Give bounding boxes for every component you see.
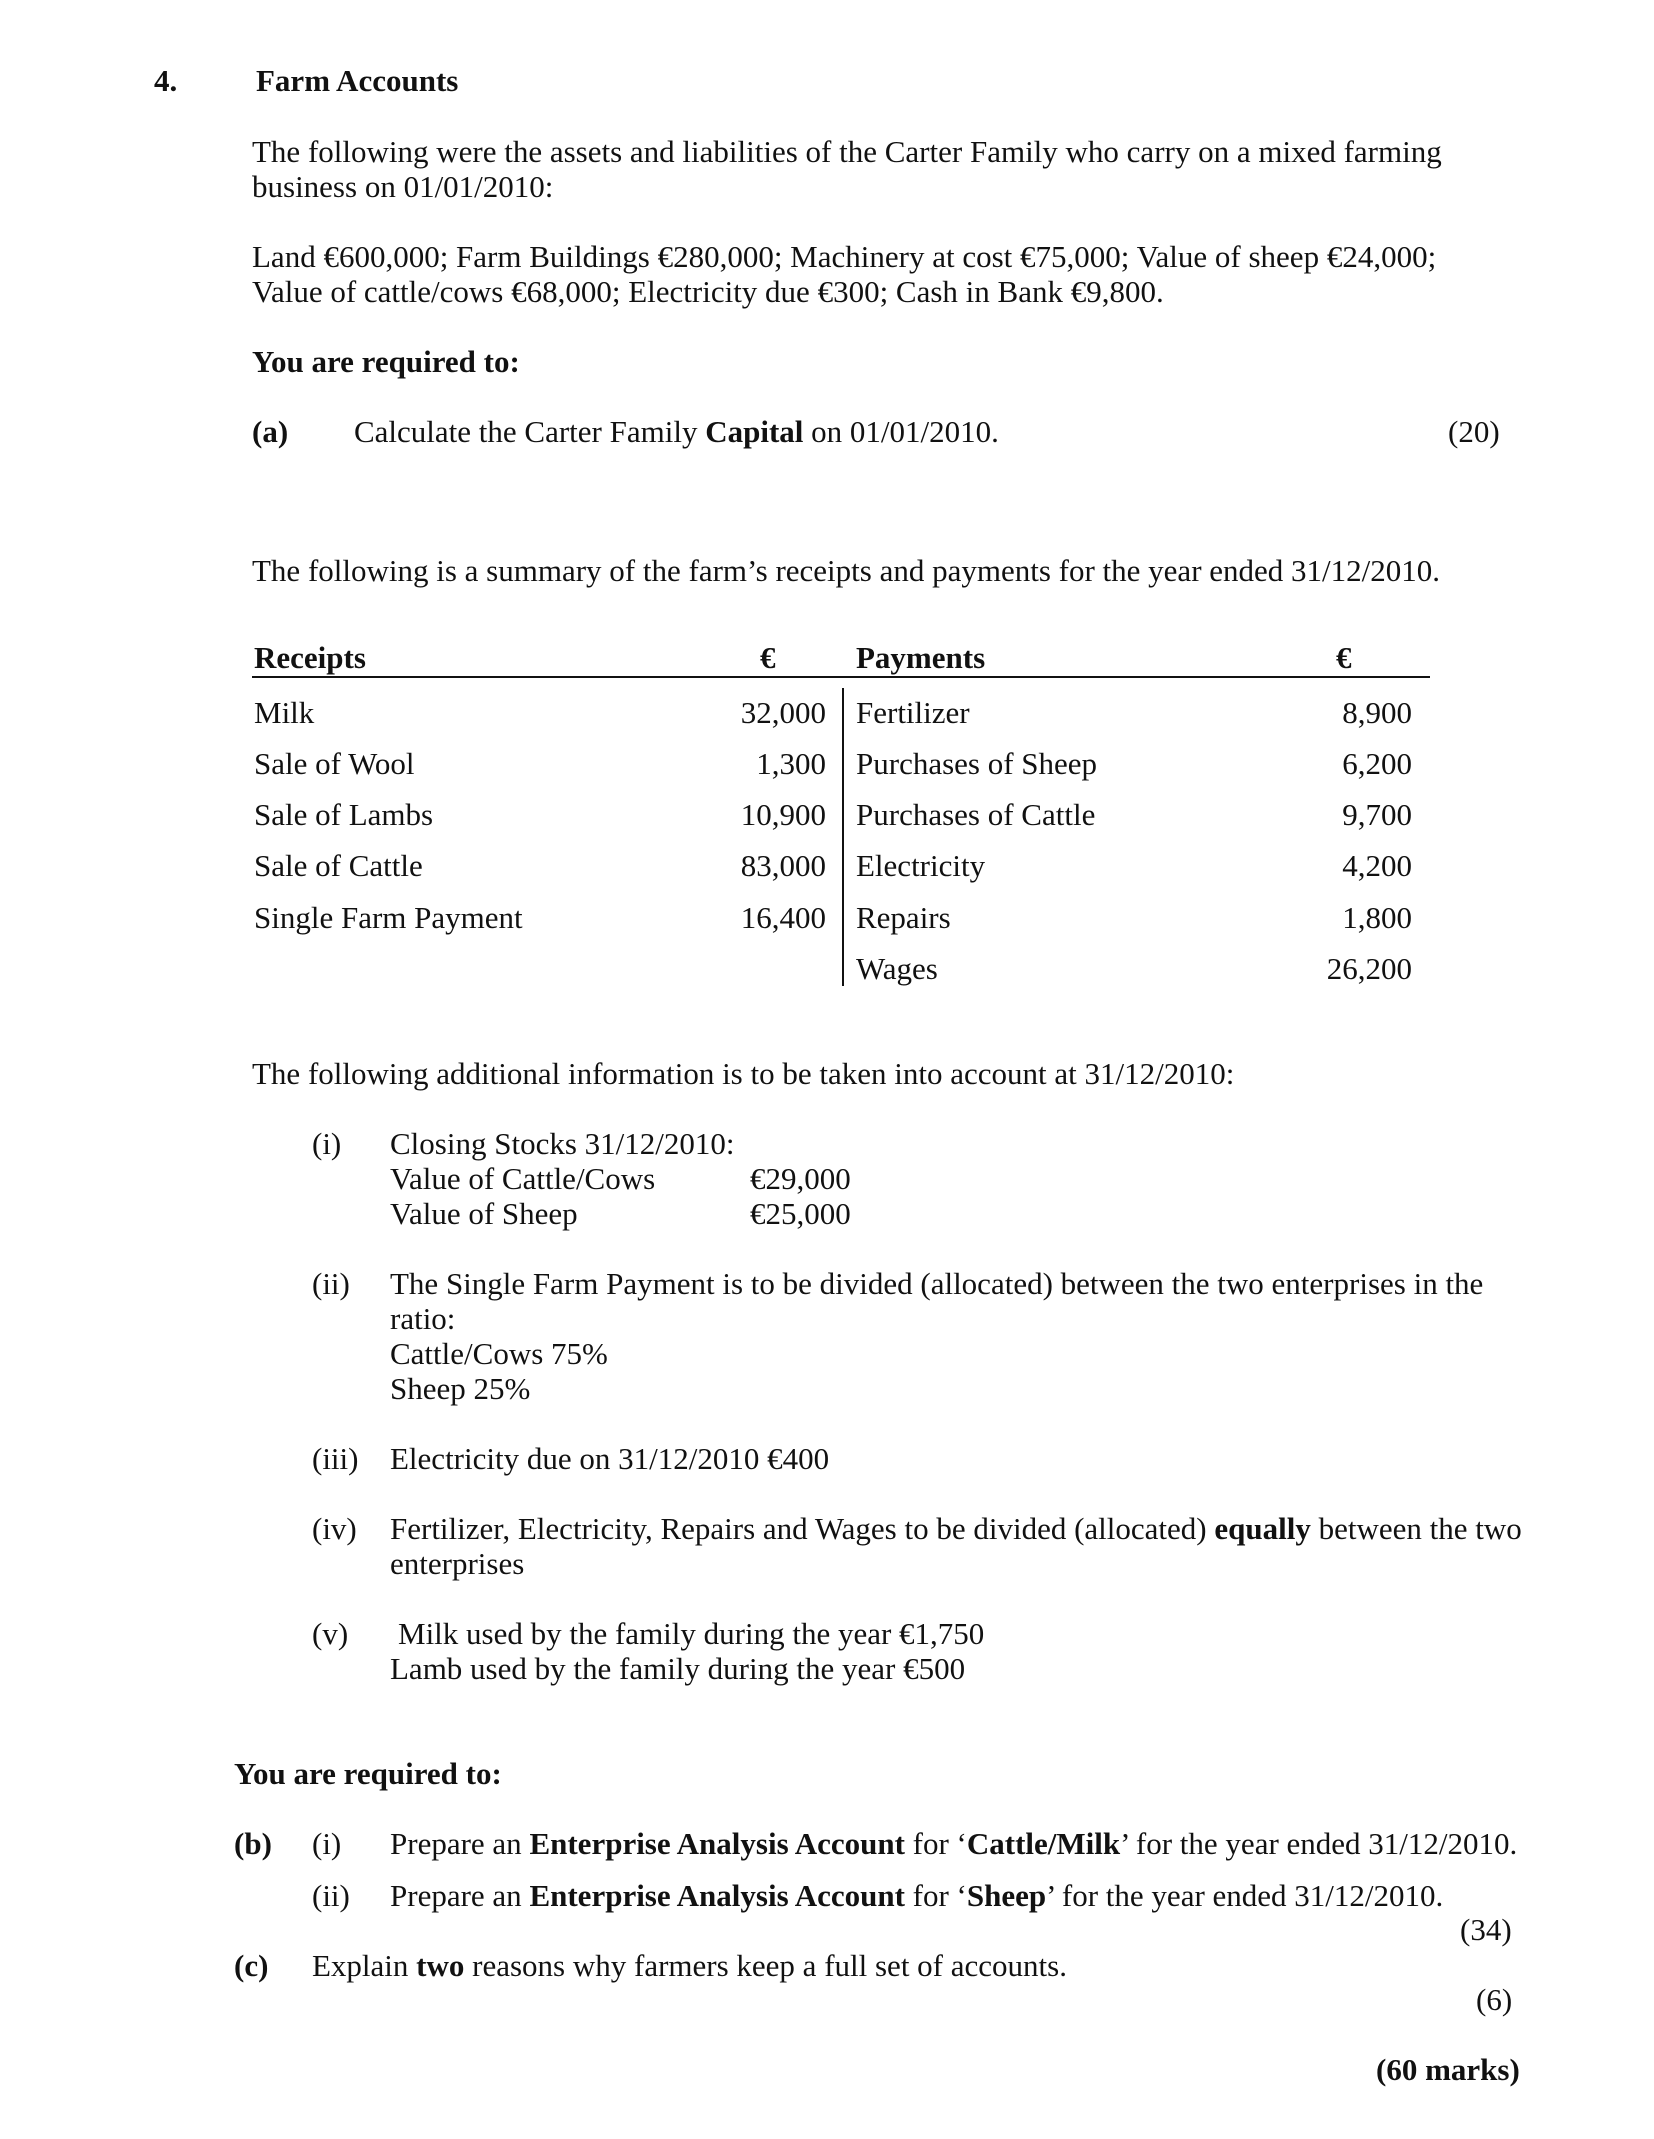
payment-label: Purchases of Cattle: [856, 797, 1096, 832]
payment-amount: 26,200: [1326, 951, 1412, 986]
intro-line-2: business on 01/01/2010:: [252, 169, 554, 204]
item-ii-label: (ii): [312, 1266, 350, 1301]
total-marks: (60 marks): [1376, 2052, 1520, 2087]
receipt-amount: 16,400: [740, 900, 826, 935]
part-b-marks: (34): [1460, 1912, 1512, 1947]
receipt-label: Sale of Wool: [254, 746, 415, 781]
payment-amount: 6,200: [1342, 746, 1412, 781]
part-b-ii-label: (ii): [312, 1878, 350, 1913]
closing-cattle-label: Value of Cattle/Cows: [390, 1161, 656, 1196]
table-divider: [842, 688, 844, 986]
item-iv-label: (iv): [312, 1511, 357, 1546]
part-a-text: Calculate the Carter Family Capital on 01/01/2010.: [354, 414, 999, 449]
payment-amount: 1,800: [1342, 900, 1412, 935]
closing-sheep-value: €25,000: [750, 1196, 851, 1231]
payment-amount: 9,700: [1342, 797, 1412, 832]
item-iv-line-1: Fertilizer, Electricity, Repairs and Wages to be divided (allocated) equally between the two: [390, 1511, 1522, 1546]
receipt-label: Single Farm Payment: [254, 900, 523, 935]
receipt-amount: 10,900: [740, 797, 826, 832]
assets-line-2: Value of cattle/cows €68,000; Electricity due €300; Cash in Bank €9,800.: [252, 274, 1164, 309]
part-b-ii-text: Prepare an Enterprise Analysis Account for ‘Sheep’ for the year ended 31/12/2010.: [390, 1878, 1444, 1913]
item-ii-line-2: ratio:: [390, 1301, 456, 1336]
receipt-label: Sale of Lambs: [254, 797, 434, 832]
payment-amount: 8,900: [1342, 695, 1412, 730]
payment-label: Electricity: [856, 848, 986, 883]
assets-line-1: Land €600,000; Farm Buildings €280,000; Machinery at cost €75,000; Value of sheep €24,000;: [252, 239, 1437, 274]
payment-label: Repairs: [856, 900, 951, 935]
receipts-currency-header: €: [760, 640, 776, 675]
table-header-rule: [252, 676, 1430, 678]
receipt-amount: 32,000: [740, 695, 826, 730]
item-v-line-2: Lamb used by the family during the year €500: [390, 1651, 966, 1686]
part-c-marks: (6): [1476, 1982, 1513, 2017]
intro-line-1: The following were the assets and liabilities of the Carter Family who carry on a mixed farming: [252, 134, 1442, 169]
item-ii-line-3: Cattle/Cows 75%: [390, 1336, 608, 1371]
item-ii-line-1: The Single Farm Payment is to be divided (allocated) between the two enterprises in the: [390, 1266, 1484, 1301]
part-c-text: Explain two reasons why farmers keep a full set of accounts.: [312, 1948, 1067, 1983]
payment-label: Fertilizer: [856, 695, 970, 730]
item-v-label: (v): [312, 1616, 349, 1651]
summary-intro: The following is a summary of the farm’s receipts and payments for the year ended 31/12/2010.: [252, 553, 1441, 588]
closing-stocks-heading: Closing Stocks 31/12/2010:: [390, 1126, 735, 1161]
receipt-amount: 83,000: [740, 848, 826, 883]
closing-sheep-label: Value of Sheep: [390, 1196, 578, 1231]
part-a-label: (a): [252, 414, 289, 449]
item-i-label: (i): [312, 1126, 342, 1161]
receipts-header: Receipts: [254, 640, 366, 675]
question-title: Farm Accounts: [256, 63, 459, 98]
required-heading-b: You are required to:: [234, 1756, 502, 1791]
payment-label: Wages: [856, 951, 938, 986]
part-b-i-label: (i): [312, 1826, 342, 1861]
item-ii-line-4: Sheep 25%: [390, 1371, 531, 1406]
receipt-amount: 1,300: [756, 746, 826, 781]
part-a-marks: (20): [1448, 414, 1500, 449]
item-iv-line-2: enterprises: [390, 1546, 525, 1581]
part-b-i-text: Prepare an Enterprise Analysis Account for ‘Cattle/Milk’ for the year ended 31/12/2010.: [390, 1826, 1518, 1861]
question-number: 4.: [154, 63, 178, 98]
additional-intro: The following additional information is to be taken into account at 31/12/2010:: [252, 1056, 1235, 1091]
required-heading-a: You are required to:: [252, 344, 520, 379]
payment-label: Purchases of Sheep: [856, 746, 1098, 781]
payment-amount: 4,200: [1342, 848, 1412, 883]
receipt-label: Milk: [254, 695, 315, 730]
item-iii-label: (iii): [312, 1441, 359, 1476]
receipt-label: Sale of Cattle: [254, 848, 423, 883]
part-b-label: (b): [234, 1826, 272, 1861]
closing-cattle-value: €29,000: [750, 1161, 851, 1196]
item-v-line-1: Milk used by the family during the year €1,750: [398, 1616, 985, 1651]
part-c-label: (c): [234, 1948, 269, 1983]
payments-currency-header: €: [1336, 640, 1352, 675]
item-iii-text: Electricity due on 31/12/2010 €400: [390, 1441, 830, 1476]
payments-header: Payments: [856, 640, 986, 675]
